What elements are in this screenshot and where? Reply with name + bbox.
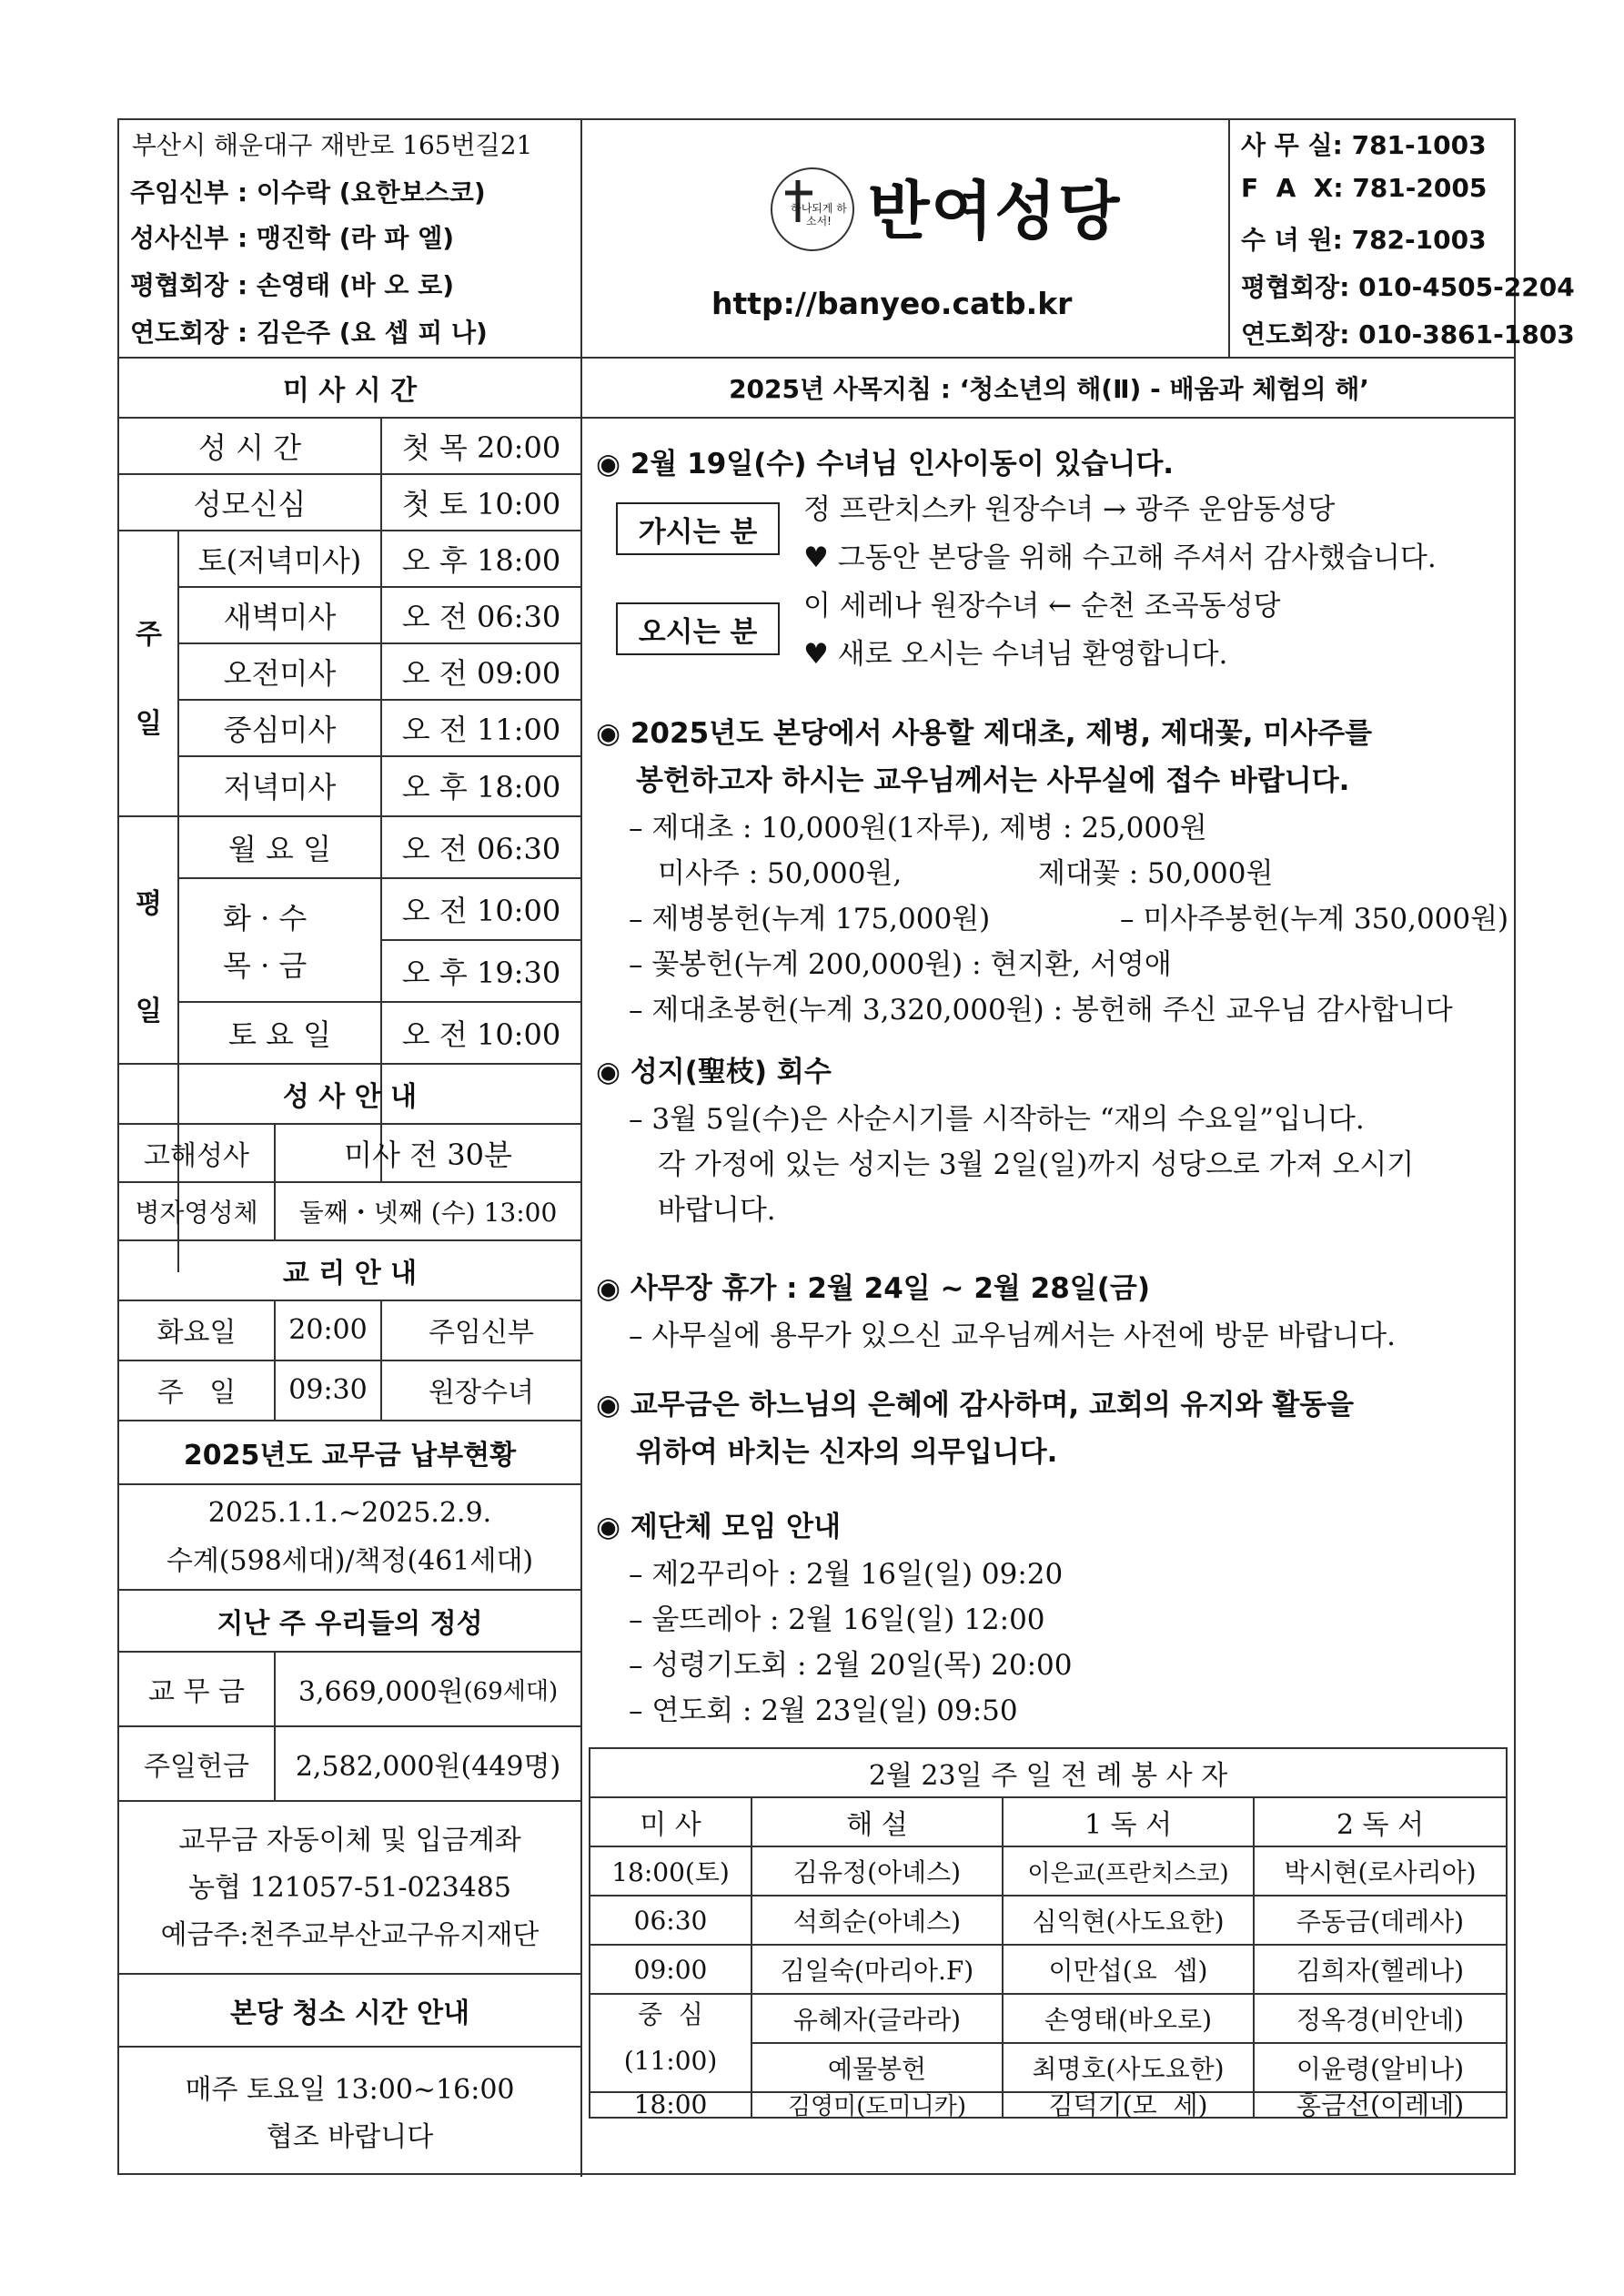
server-reader2: 정옥경(비안네)	[1296, 2005, 1465, 2035]
server-mass: 18:00	[633, 2089, 708, 2119]
notice-line: – 제대초 : 10,000원(1자루), 제병 : 25,000원	[629, 812, 1207, 845]
server-reader1: 이은교(프란치스코)	[1027, 1859, 1229, 1887]
bulletin-page	[117, 118, 1575, 2175]
catechism-by: 원장수녀	[429, 1377, 534, 1409]
offering-amount	[276, 1653, 580, 1725]
offering-amount-value: 3,669,000원	[298, 1676, 464, 1708]
server-commentator: 유혜자(글라라)	[792, 2005, 962, 2035]
cleaning-note: 협조 바랍니다	[266, 2121, 434, 2153]
offering-amount	[276, 1727, 580, 1800]
mass-name-line: 목 · 금	[223, 948, 308, 983]
offering-amount-value: 2,582,000원	[295, 1751, 461, 1783]
mass-time: 오 전 06:30	[401, 600, 561, 634]
servers-table	[589, 1747, 1508, 2119]
meeting-item: – 성령기도회 : 2월 20일(목) 20:00	[629, 1649, 1073, 1682]
notice-line: 제대꽃 : 50,000원	[1038, 857, 1274, 890]
pastoral-banner: 2025년 사목지침 : ‘청소년의 해(Ⅱ) - 배움과 체험의 해’	[729, 374, 1369, 404]
sacrament-name: 병자영성체	[135, 1198, 258, 1228]
dues-title: 2025년도 교무금 납부현황	[183, 1440, 517, 1472]
tag-going: 가시는 분	[616, 502, 780, 555]
coming-note	[803, 631, 1227, 672]
staff-role: 연도회장	[130, 318, 229, 348]
sacrament-value: 미사 전 30분	[344, 1138, 512, 1172]
sunday-label-char: 일	[136, 708, 162, 740]
server-commentator: 김유정(아녜스)	[792, 1857, 962, 1887]
notice-heading-text: 2025년도 본당에서 사용할 제대초, 제병, 제대꽃, 미사주를	[630, 717, 1373, 750]
going-note-text: 그동안 본당을 위해 수고해 주셔서 감사했습니다.	[837, 541, 1437, 574]
cleaning-title: 본당 청소 시간 안내	[229, 1998, 470, 2029]
sacrament-title: 성 사 안 내	[282, 1081, 418, 1113]
server-mass-merged	[590, 1995, 751, 2076]
notice-heading	[596, 710, 1372, 751]
contact-value: 782-1003	[1351, 225, 1487, 255]
sacrament-value: 둘째・넷째 (수) 13:00	[298, 1198, 558, 1228]
contact-value: 781-1003	[1351, 130, 1487, 160]
mass-name: 토(저녁미사)	[197, 543, 362, 578]
staff-row: 연도회장 : 김은주 (요 셉 피 나)	[130, 318, 488, 348]
notice-heading-cont: 봉헌하고자 하시는 교우님께서는 사무실에 접수 바랍니다.	[636, 764, 1350, 797]
going-note	[803, 534, 1437, 575]
server-reader2: 박시현(로사리아)	[1284, 1857, 1477, 1887]
server-reader1: 손영태(바오로)	[1044, 2005, 1213, 2035]
sunday-label-char: 주	[136, 619, 162, 651]
header-center	[582, 120, 1228, 357]
offering-amount-note: (69세대)	[463, 1677, 559, 1705]
mass-name: 저녁미사	[223, 770, 337, 804]
mass-name: 새벽미사	[223, 600, 337, 634]
contact-value: 010-3861-1803	[1358, 319, 1575, 349]
bullet-icon: ◉	[596, 448, 621, 480]
server-commentator: 석희순(아녜스)	[792, 1907, 962, 1937]
catechism-by: 주임신부	[429, 1317, 534, 1349]
server-mass: 09:00	[633, 1954, 708, 1985]
servers-header-mass: 미 사	[640, 1809, 701, 1841]
contact-row	[1241, 126, 1487, 162]
contact-label: 수 녀 원:	[1241, 225, 1343, 255]
mass-time: 오 전 11:00	[401, 713, 561, 747]
notice-line: – 꽃봉헌(누계 200,000원) : 현지환, 서영애	[629, 948, 1172, 981]
server-mass-line: 중 심	[638, 1999, 703, 2029]
heart-icon: ♥	[803, 638, 829, 671]
mass-name: 토 요 일	[227, 1017, 332, 1052]
sacrament-name: 고해성사	[144, 1140, 249, 1172]
staff-row: 주임신부 : 이수락 (요한보스코)	[130, 177, 486, 207]
servers-header-reading2: 2 독 서	[1336, 1809, 1425, 1841]
notice-line: 미사주 : 50,000원,	[658, 857, 903, 890]
heart-icon: ♥	[803, 541, 829, 574]
mass-time: 오 전 06:30	[401, 832, 561, 866]
mass-time: 오 전 10:00	[401, 1017, 561, 1052]
server-mass: 06:30	[633, 1905, 708, 1936]
coming-note-text: 새로 오시는 수녀님 환영합니다.	[837, 638, 1228, 671]
meeting-item: – 연도회 : 2월 23일(일) 09:50	[629, 1694, 1018, 1727]
notice-heading	[596, 1265, 1150, 1306]
server-reader2: 김희자(헬레나)	[1296, 1956, 1465, 1986]
bullet-icon: ◉	[596, 1056, 621, 1088]
mass-times-title: 미 사 시 간	[282, 375, 418, 407]
meeting-item: – 울뜨레아 : 2월 16일(일) 12:00	[629, 1603, 1045, 1636]
notice-line: – 3월 5일(수)은 사순시기를 시작하는 “재의 수요일”입니다.	[629, 1103, 1365, 1136]
bullet-icon: ◉	[596, 1511, 621, 1543]
sunday-label	[119, 531, 177, 817]
notice-heading-text: 교무금은 하느님의 은혜에 감사하며, 교회의 유지와 활동을	[630, 1389, 1355, 1421]
catechism-time: 09:30	[288, 1373, 368, 1406]
dues-period: 2025.1.1.~2025.2.9.	[207, 1496, 492, 1529]
server-reader1: 이만섭(요 셉)	[1048, 1956, 1208, 1986]
header-right	[1230, 120, 1575, 357]
account-number: 농협 121057-51-023485	[188, 1872, 511, 1904]
mass-time: 첫 토 10:00	[401, 487, 561, 521]
account-holder: 예금주:천주교부산교구유지재단	[160, 1919, 540, 1951]
catechism-day: 주 일	[156, 1377, 237, 1409]
staff-name: 손영태 (바 오 로)	[256, 270, 455, 300]
meeting-item: – 제2꾸리아 : 2월 16일(일) 09:20	[629, 1558, 1064, 1591]
mass-time: 오 전 10:00	[401, 894, 561, 928]
contact-label: 사 무 실:	[1241, 130, 1343, 160]
notice-line: 바랍니다.	[658, 1194, 776, 1227]
mass-time: 오 전 09:00	[401, 656, 561, 691]
contact-row	[1241, 268, 1575, 304]
server-reader1: 김덕기(모 세)	[1048, 2090, 1208, 2120]
notice-line: – 제병봉헌(누계 175,000원)	[629, 903, 991, 936]
header-left	[119, 120, 580, 357]
going-line: 정 프란치스카 원장수녀 → 광주 운암동성당	[803, 493, 1336, 526]
server-commentator: 김일숙(마리아.F)	[780, 1956, 974, 1986]
notice-heading	[596, 1503, 841, 1544]
account-line: 교무금 자동이체 및 입금계좌	[178, 1825, 521, 1856]
offering-name: 교 무 금	[147, 1676, 245, 1708]
mass-name: 중심미사	[223, 713, 337, 747]
notice-heading-text: 제단체 모임 안내	[630, 1511, 842, 1543]
server-commentator: 김영미(도미니카)	[787, 2092, 967, 2120]
notice-line: – 제대초봉헌(누계 3,320,000원) : 봉헌해 주신 교우님 감사합니다	[629, 994, 1453, 1027]
weekday-label-char: 평	[136, 888, 162, 920]
bullet-icon: ◉	[596, 717, 621, 750]
staff-role: 성사신부	[130, 223, 229, 253]
staff-row: 평협회장 : 손영태 (바 오 로)	[130, 270, 455, 300]
coming-line: 이 세레나 원장수녀 ← 순천 조곡동성당	[803, 590, 1281, 622]
catechism-title: 교 리 안 내	[282, 1258, 418, 1290]
bullet-icon: ◉	[596, 1272, 621, 1305]
tag-coming: 오시는 분	[616, 602, 780, 655]
mass-time: 오 후 18:00	[401, 770, 561, 804]
mass-time: 오 후 18:00	[401, 543, 561, 578]
contact-label: F A X:	[1241, 173, 1344, 203]
contact-value: 781-2005	[1352, 173, 1488, 203]
contact-label: 연도회장:	[1241, 319, 1350, 349]
server-reader2: 이윤령(알비나)	[1296, 2054, 1465, 2084]
catechism-day: 화요일	[156, 1317, 237, 1349]
mass-name	[179, 879, 380, 1001]
church-logo-icon	[771, 167, 854, 251]
staff-name: 맹진학 (라 파 엘)	[256, 223, 455, 253]
notice-heading-text: 성지(聖枝) 회수	[630, 1056, 832, 1088]
staff-name: 김은주 (요 셉 피 나)	[256, 318, 488, 348]
notice-heading-text: 2월 19일(수) 수녀님 인사이동이 있습니다.	[630, 448, 1175, 480]
notice-heading-cont: 위하여 바치는 신자의 의무입니다.	[636, 1436, 1058, 1469]
notice-heading	[596, 440, 1174, 481]
cleaning-time: 매주 토요일 13:00~16:00	[185, 2074, 515, 2106]
church-name: 반여성당	[868, 174, 1122, 248]
contact-row	[1241, 315, 1575, 351]
server-reader1: 최명호(사도요한)	[1032, 2054, 1225, 2084]
notice-line: – 미사주봉헌(누계 350,000원)	[1120, 903, 1509, 936]
mass-name: 성모신심	[193, 487, 307, 521]
bullet-icon: ◉	[596, 1389, 621, 1421]
mass-name: 오전미사	[223, 656, 337, 691]
notice-heading	[596, 1048, 832, 1089]
dues-summary: 수계(598세대)/책정(461세대)	[166, 1545, 534, 1577]
staff-role: 평협회장	[130, 270, 229, 300]
servers-header-reading1: 1 독 서	[1084, 1809, 1173, 1841]
servers-title: 2월 23일 주 일 전 례 봉 사 자	[868, 1760, 1228, 1792]
server-commentator: 예물봉헌	[827, 2054, 927, 2084]
logo-motto: 하나되게 하소서!	[791, 202, 847, 228]
notice-line: – 사무실에 용무가 있으신 교우님께서는 사전에 방문 바랍니다.	[629, 1320, 1396, 1352]
contact-row	[1241, 173, 1487, 203]
notice-heading-text: 사무장 휴가 : 2월 24일 ~ 2월 28일(금)	[630, 1272, 1150, 1305]
mass-time: 오 후 19:30	[401, 956, 561, 990]
mass-name: 월 요 일	[227, 832, 332, 866]
server-reader2: 홍금선(이레네)	[1296, 2090, 1465, 2120]
address: 부산시 해운대구 재반로 165번길21	[132, 130, 533, 160]
mass-name-line: 화 · 수	[223, 901, 308, 936]
contact-row	[1241, 220, 1487, 257]
contact-label: 평협회장:	[1241, 272, 1350, 302]
server-mass-line: (11:00)	[623, 2046, 718, 2076]
servers-header-commentary: 해 설	[846, 1809, 908, 1841]
offering-amount-note: (449명)	[460, 1751, 561, 1783]
notice-heading	[596, 1381, 1354, 1422]
church-url[interactable]: http://banyeo.catb.kr	[711, 286, 1073, 321]
server-reader2: 주동금(데레사)	[1296, 1907, 1465, 1937]
staff-name: 이수락 (요한보스코)	[256, 177, 486, 207]
mass-name: 성 시 간	[197, 430, 302, 465]
contact-value: 010-4505-2204	[1358, 272, 1575, 302]
server-reader1: 심익현(사도요한)	[1032, 1907, 1225, 1937]
weekday-label-char: 일	[136, 996, 162, 1027]
staff-row: 성사신부 : 맹진학 (라 파 엘)	[130, 223, 455, 253]
catechism-time: 20:00	[288, 1313, 368, 1346]
server-mass: 18:00(토)	[611, 1857, 730, 1887]
notice-line: 각 가정에 있는 성지는 3월 2일(일)까지 성당으로 가져 오시기	[658, 1148, 1415, 1181]
offering-title: 지난 주 우리들의 정성	[217, 1608, 483, 1640]
staff-role: 주임신부	[130, 177, 229, 207]
offering-name: 주일헌금	[144, 1751, 249, 1783]
mass-time: 첫 목 20:00	[401, 430, 561, 465]
